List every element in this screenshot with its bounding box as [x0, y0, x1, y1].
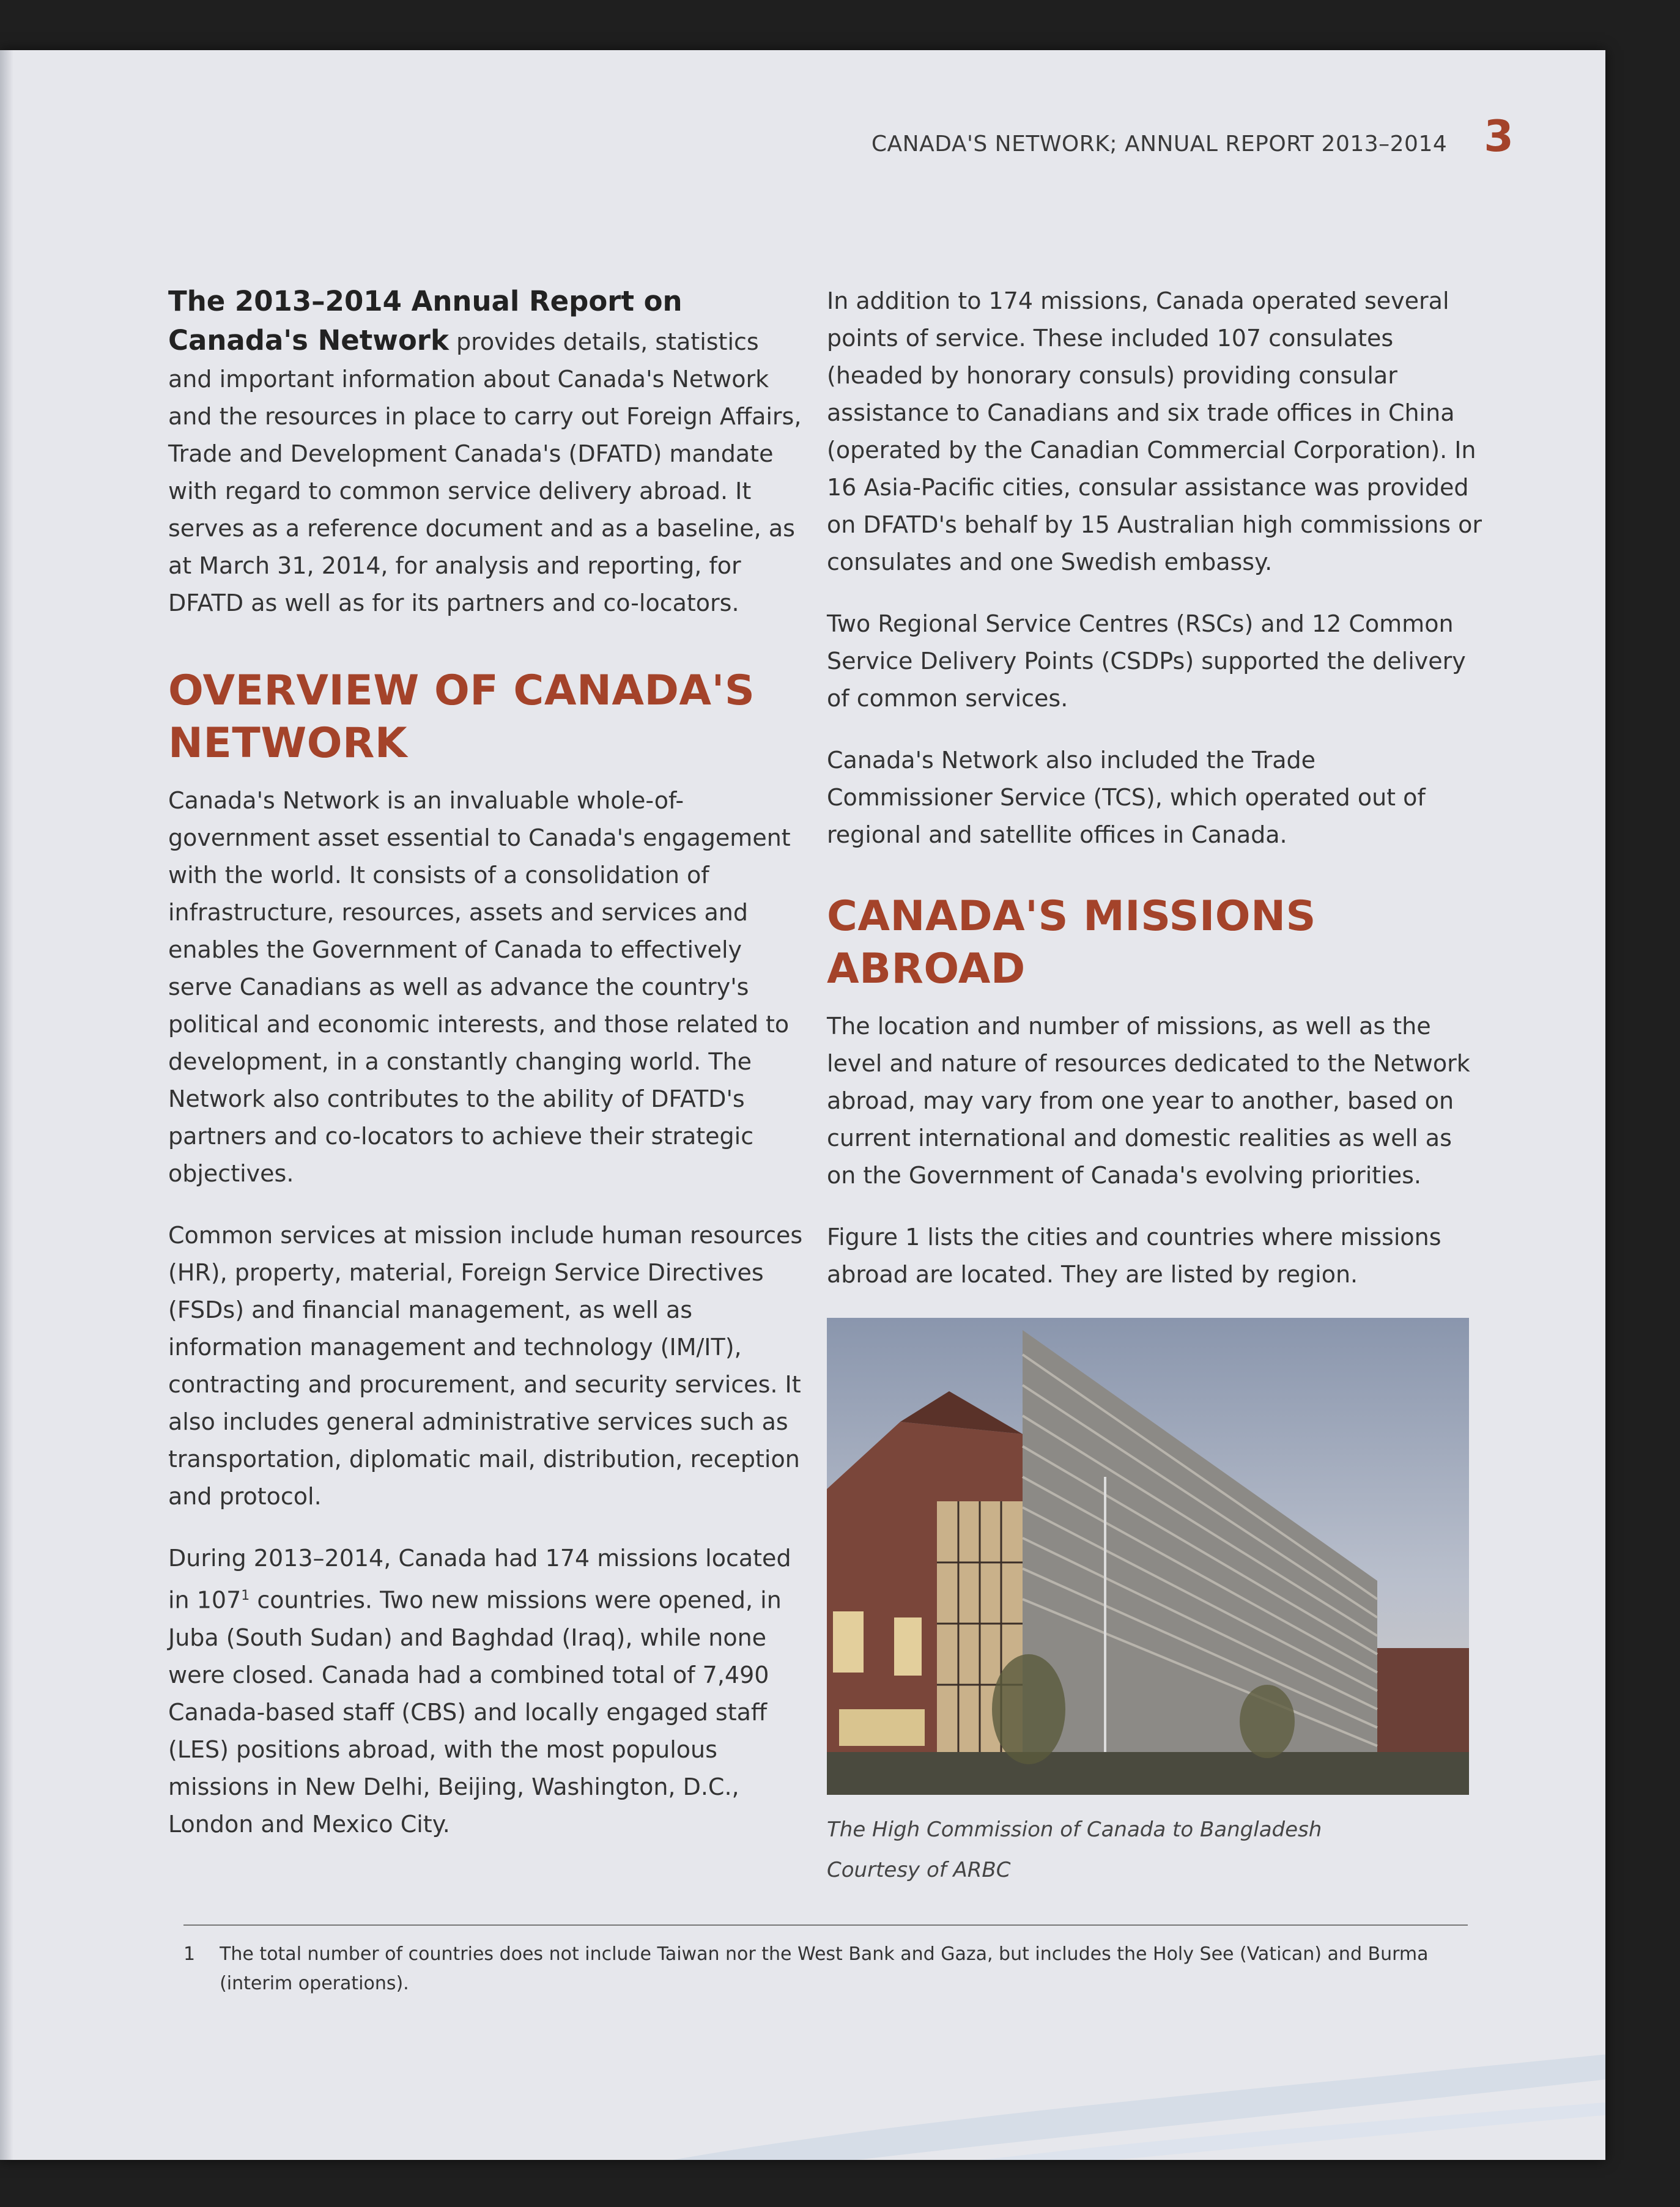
intro-bold-title: The 2013–2014 Annual Report on Canada's Network [168, 285, 683, 357]
missions-paragraph-1: The location and number of missions, as well as the level and nature of resources dedicated to the Network abroad, may vary from one year to another, based on current international and domestic realities as well as on the Government of Canada's evolving priorities. [827, 1013, 1470, 1189]
running-header [871, 111, 1514, 161]
overview-p3-part-a: During 2013–2014, Canada had 174 missions located in 107 [168, 1545, 791, 1614]
building-photo [827, 1318, 1469, 1795]
overview-paragraph-3 [168, 1540, 804, 1843]
section-heading-missions: CANADA'S MISSIONS ABROAD [827, 892, 1316, 993]
footnote [183, 1940, 1437, 1998]
header-title: CANADA'S NETWORK; ANNUAL REPORT 2013–2014 [871, 131, 1448, 157]
footnote-number: 1 [183, 1943, 196, 1965]
right-column [827, 283, 1487, 1890]
overview-p3-part-b: countries. Two new missions were opened, in Juba (South Sudan) and Baghdad (Iraq), while none were closed. Canada had a combined total of 7,490 Canada-based staff (CBS) and locally engaged staff (LES) positions abroad, with the most populous missions in New Delhi, Beijing, Washington, D.C., London and Mexico City. [168, 1586, 782, 1838]
footnote-divider [183, 1924, 1468, 1926]
building-illustration [827, 1318, 1469, 1795]
overview-paragraph-2: Common services at mission include human resources (HR), property, material, Foreign Service Directives (FSDs) and financial management, as well as information management and technology (IM/IT), contracting and procurement, and security services. It also includes general administrative services such as transportation, diplomatic mail, distribution, reception and protocol. [168, 1222, 803, 1510]
section-heading-overview: OVERVIEW OF CANADA'S NETWORK [168, 667, 755, 767]
decorative-wave [673, 2007, 1605, 2160]
document-page [0, 50, 1605, 2160]
footnote-ref: 1 [241, 1588, 250, 1603]
left-column [168, 283, 804, 1868]
footnote-text: The total number of countries does not include Taiwan nor the West Bank and Gaza, but includes the Holy See (Vatican) and Burma (interim operations). [220, 1943, 1429, 1994]
intro-text: provides details, statistics and important information about Canada's Network and the resources in place to carry out Foreign Affairs, Trade and Development Canada's (DFATD) mandate with regard to common service delivery abroad. It serves as a reference document and as a baseline, as at March 31, 2014, for analysis and reporting, for DFATD as well as for its partners and co-locators. [168, 328, 802, 616]
caption-credit: Courtesy of ARBC [827, 1858, 1011, 1882]
intro-paragraph [168, 283, 804, 622]
caption-title: The High Commission of Canada to Bangladesh [827, 1817, 1322, 1842]
missions-paragraph-2: Figure 1 lists the cities and countries where missions abroad are located. They are listed by region. [827, 1224, 1441, 1288]
rsc-paragraph: Two Regional Service Centres (RSCs) and 12 Common Service Delivery Points (CSDPs) supported the delivery of common services. [827, 610, 1466, 712]
photo-caption [827, 1810, 1487, 1890]
page-number: 3 [1484, 111, 1514, 161]
page-edge-shadow [0, 50, 13, 2160]
overview-paragraph-1: Canada's Network is an invaluable whole-of-government asset essential to Canada's engagement with the world. It consists of a consolidation of infrastructure, resources, assets and services and enables the Government of Canada to effectively serve Canadians as well as advance the country's political and economic interests, and those related to development, in a constantly changing world. The Network also contributes to the ability of DFATD's partners and co-locators to achieve their strategic objectives. [168, 787, 791, 1187]
points-of-service-paragraph: In addition to 174 missions, Canada operated several points of service. These included 107 consulates (headed by honorary consuls) providing consular assistance to Canadians and six trade offices in China (operated by the Canadian Commercial Corporation). In 16 Asia-Pacific cities, consular assistance was provided on DFATD's behalf by 15 Australian high commissions or consulates and one Swedish embassy. [827, 287, 1482, 575]
tcs-paragraph: Canada's Network also included the Trade Commissioner Service (TCS), which operated out of regional and satellite offices in Canada. [827, 747, 1426, 848]
